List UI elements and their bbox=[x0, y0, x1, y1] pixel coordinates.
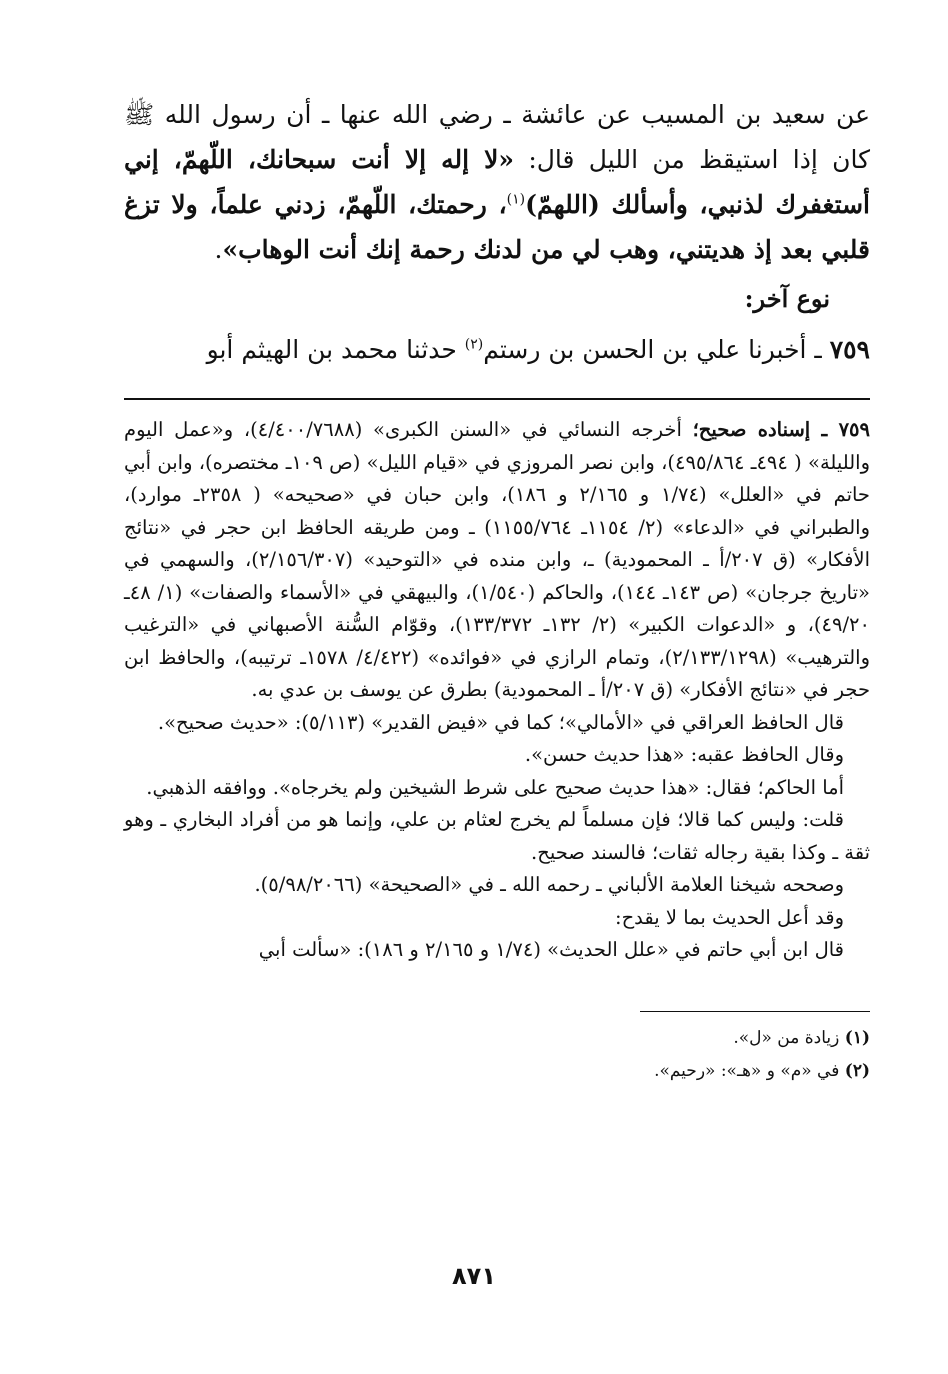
isnad-part1: ـ أخبرنا علي بن الحسن بن رستم bbox=[483, 335, 830, 364]
hadith-paragraph bbox=[124, 92, 870, 272]
note-hakim: أما الحاكم؛ فقال: «هذا حديث صحيح على شرط الشيخين ولم يخرجاه». ووافقه الذهبي. bbox=[146, 775, 844, 799]
main-text bbox=[124, 92, 870, 372]
isnad-part2: حدثنا محمد بن الهيثم أبو bbox=[206, 335, 465, 364]
footnotes-divider bbox=[640, 1011, 870, 1012]
note-number: ٧٥٩ bbox=[838, 418, 870, 441]
page-number: ٨٧١ bbox=[452, 1262, 496, 1290]
hadith-dua-part1: «لا إله إلا أنت سبحانك، اللّهمّ، إني أستغفرك لذنبي، وأسألك (اللهمّ) bbox=[124, 145, 871, 219]
footnote-1-number: (١) bbox=[844, 1027, 870, 1048]
hadith-759-paragraph bbox=[124, 327, 870, 372]
footnotes bbox=[124, 1022, 870, 1088]
note-iraqi: قال الحافظ العراقي في «الأمالي»؛ كما في «فيض القدير» (٥/١١٣): «حديث صحيح». bbox=[157, 710, 844, 734]
footnote-2 bbox=[124, 1055, 870, 1088]
note-sources: أخرجه النسائي في «السنن الكبرى» (٤/٤٠٠/٧٦٨٨)، و«عمل اليوم والليلة» ( ٤٩٤ـ ٤٩٥/٨٦٤)، وابن نصر المروزي في «قيام الليل» (ص ١٠٩ـ مختصره)، وابن أبي حاتم في «العلل» (١/٧٤ و ٢/١٦٥ و ١٨٦)، وابن حبان في «صحيحه» ( ٢٣٥٨ـ موارد)، والطبراني في «الدعاء» (٢/ ١١٥٤ـ ١١٥٥/٧٦٤) ـ ومن طريقه الحافظ ابن حجر في «نتائج الأفكار» (ق ٢٠٧/أ ـ المحمودية) ـ، وابن منده في «التوحيد» (٢/١٥٦/٣٠٧)، والسهمي في «تاريخ جرجان» (ص ١٤٣ـ ١٤٤)، والحاكم (١/٥٤٠)، والبيهقي في «الأسماء والصفات» (١/ ٤٨ـ ٤٩/٢٠)، و «الدعوات الكبير» (٢/ ١٣٢ـ ١٣٣/٣٧٢)، وقوّام السُّنة الأصبهاني في «الترغيب والترهيب» (٢/١٣٣/١٢٩٨)، وتمام الرازي في «فوائده» (٤/٤٢٢/ ١٥٧٨ـ ترتيبه)، والحافظ ابن حجر في «نتائج الأفكار» (ق ٢٠٧/أ ـ المحمودية) بطرق عن يوسف بن عدي به. bbox=[124, 418, 870, 701]
note-hafiz: وقال الحافظ عقبه: «هذا حديث حسن». bbox=[524, 743, 844, 766]
takhrij-notes bbox=[124, 414, 870, 967]
note-illah: وقد أعل الحديث بما لا يقدح: bbox=[615, 905, 844, 929]
hadith-dua-part2: ، رحمتك، اللّهمّ، زدني علماً، ولا تزغ قلبي بعد إذ هديتني، وهب لي من لدنك رحمة إنك أنت الوهاب» bbox=[124, 190, 870, 264]
footnote-1 bbox=[124, 1022, 870, 1055]
footnote-2-number: (٢) bbox=[844, 1060, 870, 1081]
footnote-ref-2: (٢) bbox=[464, 336, 484, 353]
footnote-ref-1: (١) bbox=[506, 191, 526, 208]
notes-divider bbox=[124, 398, 870, 400]
footnote-2-text: في «م» و «هـ»: «رحيم». bbox=[654, 1060, 845, 1081]
section-heading: نوع آخر: bbox=[744, 284, 830, 313]
note-author-comment: قلت: وليس كما قالا؛ فإن مسلماً لم يخرج لعثام بن علي، وإنما هو من أفراد البخاري ـ وهو ثقة ـ وكذا بقية رجاله ثقات؛ فالسند صحيح. bbox=[124, 808, 870, 864]
note-abi-hatim: قال ابن أبي حاتم في «علل الحديث» (١/٧٤ و ٢/١٦٥ و ١٨٦): «سألت أبي bbox=[258, 938, 844, 961]
footnote-1-text: زيادة من «ل». bbox=[733, 1027, 845, 1048]
note-albani: وصححه شيخنا العلامة الألباني ـ رحمه الله ـ في «الصحيحة» (٥/٩٨/٢٠٦٦). bbox=[254, 873, 844, 896]
hadith-end: . bbox=[214, 235, 223, 264]
hadith-number: ٧٥٩ bbox=[829, 335, 870, 364]
hadith-narration: عن سعيد بن المسيب عن عائشة ـ رضي الله عنها ـ أن رسول الله ﷺ كان إذا استيقظ من الليل قال: bbox=[124, 100, 870, 174]
note-takhrij bbox=[124, 414, 870, 707]
note-grading: ـ إسناده صحيح؛ bbox=[692, 418, 839, 441]
